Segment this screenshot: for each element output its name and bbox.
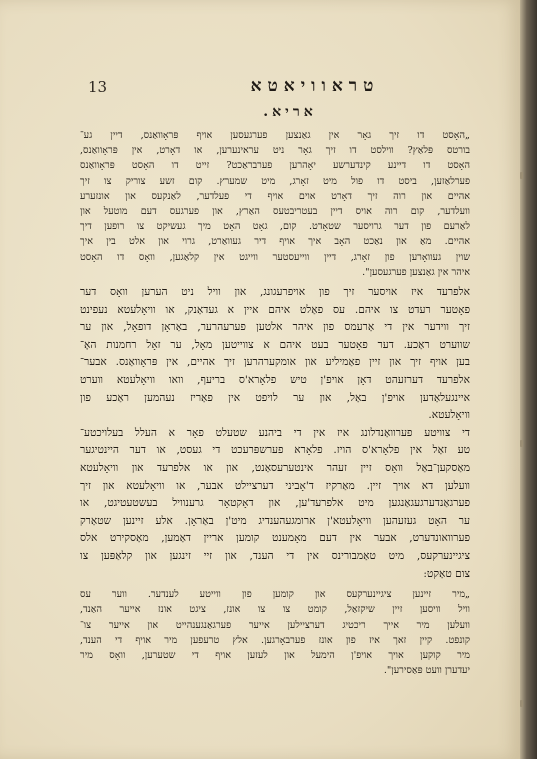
paragraph-line: אלפרעד איז אויסער זיך פון אויפרעגונג, און וויל ניט הערען וואָס דער: [80, 286, 470, 299]
aria-quote-line: איהר אין גאַנצען פערגעסען".: [362, 266, 470, 278]
paragraph-line: בען אויף זיך און זיין פאַמיליע און אומקערהרען זיך אהיים, אין פּראָוואַנס. אבער־: [80, 356, 470, 369]
page-number: 13: [88, 78, 108, 96]
paragraph-line: איינגעלאַדען אויפ'ן באַל, און ער לויפט אין פאַריז נעהמען ראַכע פון: [80, 391, 470, 404]
paragraph-line: זיך ווידער אין די אַרעמס פון איהר אלטען פערעהרער, באַראָן דופאָל, און ער: [80, 321, 470, 334]
running-title: טראוויאטא: [250, 76, 380, 96]
paragraph-alfred: [80, 284, 470, 425]
section-title: אריא.: [263, 104, 317, 120]
binding-stitch: [520, 440, 523, 447]
song-line: וועלען מיר אייך ריכטיג דערציילען אייער פערגאַנגענהייט און אייער צו־: [80, 619, 470, 631]
song-line: יעדערן וועט פּאַסירען".: [383, 665, 470, 677]
aria-quote-line: האָסט דו דיינע קינדערשע יאָהרען פערבראַכט? זייט דו האָסט פּראָוואַנס: [80, 160, 470, 172]
paragraph-line: אלפרעד דערזעהט דאָן אויפ'ן טיש פלאָרא'ס בריעף, וואו וויאָלעטא ווערט: [80, 374, 470, 386]
song-line: וויל וויסען זיין שיקזאַל, קומט צו צו אונז, ציגט אונז אייער האַנד,: [80, 604, 470, 616]
aria-quote-line: אהיים און רוה זיך דאָרט אוים אויף די פעלדער, לאַנקעס און אונזערע: [80, 190, 470, 202]
song-line: „מיר זיינען ציגיינערקעס און קומען פון ווייטע לענדער. ווער עס: [80, 589, 470, 601]
paragraph-line: מאַסקען־באַל וואָס זיין זעהר אינטערעסאַנט, און או אלפרעד און וויאָלעטא: [80, 461, 470, 474]
paragraph-line: וויאָלעטא.: [428, 409, 470, 422]
paragraph-line: ער האָט געזעהען וויאָלעטא'ן ארומגעהענדיג מיט'ן באַראָן. אלע זיינען שטאַרק: [80, 514, 470, 527]
aria-quote-line: פערלאַזען, ביסט דו פול מיט זאָרג, מיט שמערץ. קום זשע צוריק צו זיך: [80, 175, 470, 187]
paragraph-line: פערגאַנדערגעגאַנגען מיט אלפרעד'ען, און דאָקטאָר גרענוויל בעשטעטיגט, או: [80, 497, 470, 510]
book-gutter: [520, 0, 537, 759]
aria-quote: [80, 128, 470, 280]
aria-quote-line: בורטס פּלאַץ? ווילסט דו זיך גאָר ניט עראינערען, או דאָרט, אין פּראָוואַנס,: [80, 145, 470, 157]
aria-quote-line: אהיים. מאַ און נאַכט האָב איך אויף דיר געוואַרט, גרוי און אלט בין איך: [80, 236, 470, 248]
binding-stitch: [520, 172, 523, 179]
paragraph-line: צום טאַקט:: [423, 567, 470, 580]
paragraph-line: פערוואונדערט, אבער אין דעם מאָמענט קומען אריין דאַמען, מאַסקירט אלס: [80, 532, 470, 545]
paragraph-line: ציגיינערקעס, מיט טאַמבורינס אין די הענד, און זיי זינגען און קלאַפּען צו: [80, 549, 470, 562]
aria-quote-line: „האָסט דו זיך גאָר אין גאַנצען פערגעסען אויף פּראָוואַנס, דיין גע־: [80, 130, 470, 141]
binding-stitch: [520, 700, 523, 707]
paragraph-line: טע זאַל אין פלאָרא'ס הויז. פלאָרא פערשפּרעכט די געסט, או דער היינטיגער: [80, 444, 470, 457]
aria-quote-line: וועלדער, קום רוה אויס דיין בעטריבטעס האַרץ, און פערגעס דעם מוטעל און: [80, 206, 470, 218]
song-line: מיר קוקען אויך אויפ'ן הימעל און לעזען אויף די שטערען, וואָס מיר: [80, 649, 470, 661]
paragraph-line: פאָטער רעדט צו איהם. עס פאַלט איהם איין א געדאַנק, או וויאָלעטא נעפינט: [80, 303, 470, 316]
gypsy-song: [80, 587, 470, 678]
paragraph-line: שווערט ראַכע. דער פאָטער בעט איהם א צווייטען מאָל, ער זאָל רחמנות האָ־: [80, 338, 470, 351]
aria-quote-line: לאַרעם פון דער גרויסער שטאָדט. קום, גאָט האָט מיך געשיקט צו רופען דיך: [80, 221, 470, 233]
paragraph-line: וועלען דא אויך זיין. מאַרקיז ד'אָביני דערציילט אבער, או וויאָלעטא און זיך: [80, 479, 470, 492]
paragraph-line: די צוויטע פערוואַנדלונג איז אין די ביהנע שטעלט פאָר א העלל בעלויכטע־: [80, 426, 470, 439]
song-line: קונפט. קיין זאך איז פון אונז פערבאָרגען. אלץ טרעפען מיר אויף די הענד,: [80, 634, 470, 646]
page-body: [80, 128, 470, 678]
aria-quote-line: שוין געוואָרען פון זאָרג, דיין ווייעסטער ווייגט אין קלאַגען, וואָס דו האָסט: [80, 251, 470, 263]
paragraph-second-scene: [80, 425, 470, 583]
